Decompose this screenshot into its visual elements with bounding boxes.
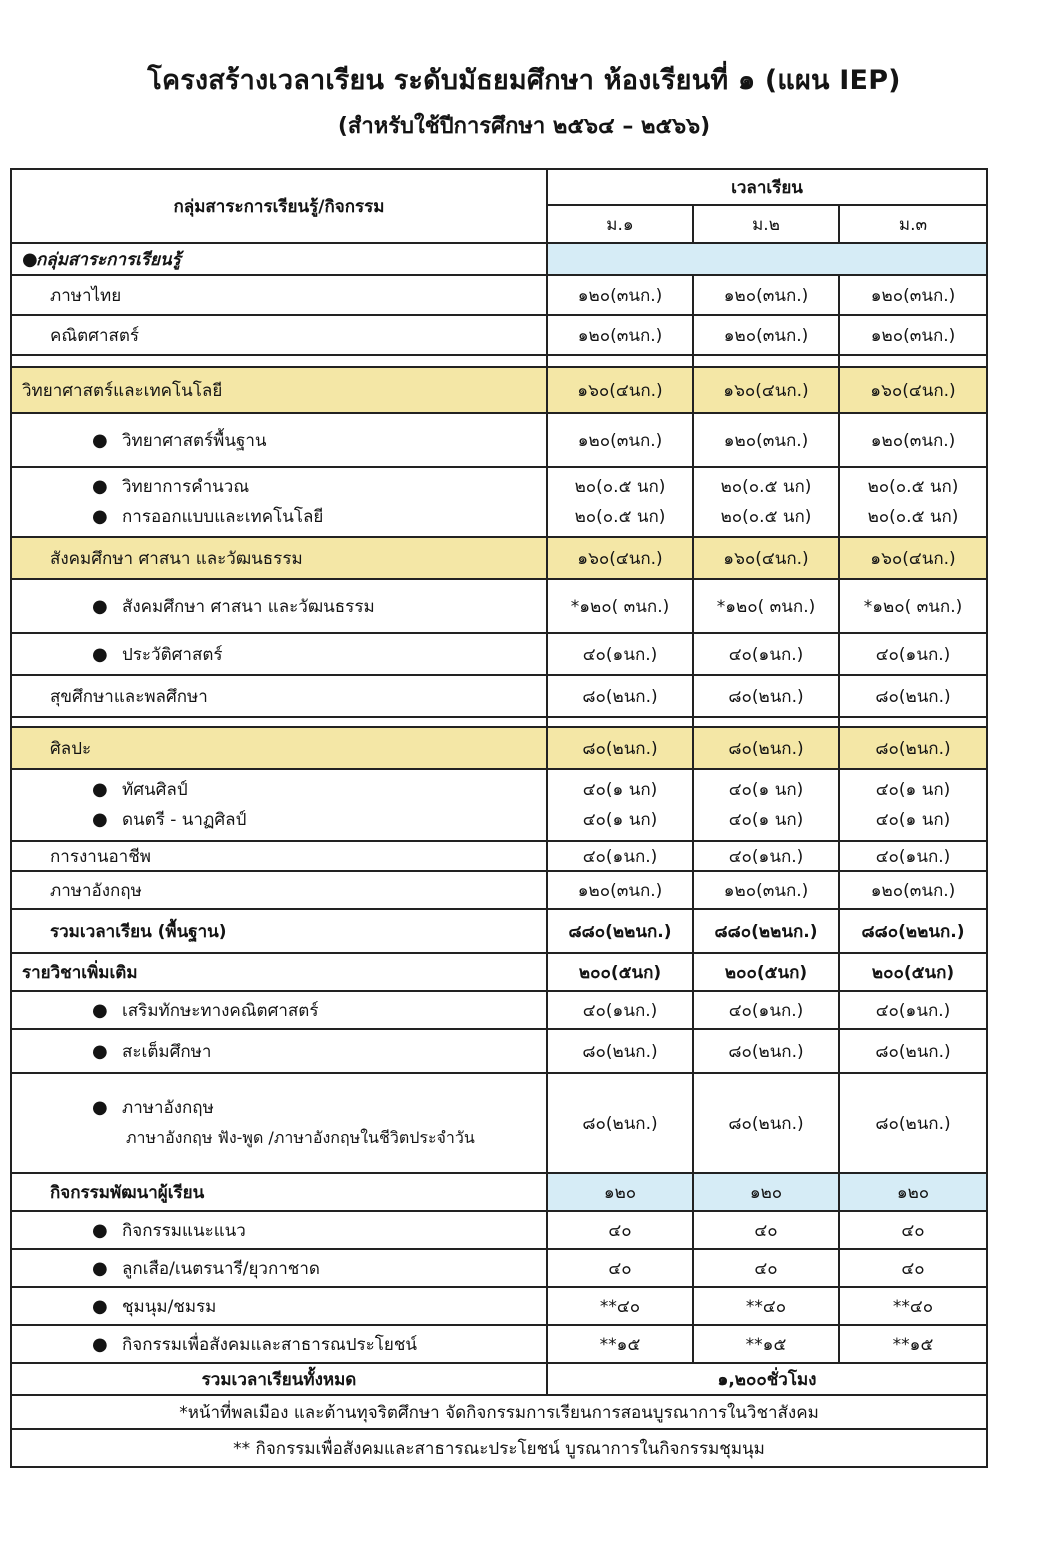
row-label: ภาษาไทย xyxy=(11,275,547,315)
cell-value: ๔๐ xyxy=(547,1249,693,1287)
table-row xyxy=(11,633,987,675)
cell-value: ๑๖๐(๔นก.) xyxy=(839,367,987,413)
table-row xyxy=(11,1211,987,1249)
cell-value: ๘๐(๒นก.) xyxy=(693,1029,839,1073)
table-row xyxy=(11,871,987,909)
row-label: ● ภาษาอังกฤษ ภาษาอังกฤษ ฟัง-พูด /ภาษาอังกฤษในชีวิตประจำวัน xyxy=(11,1073,547,1173)
cell-value: ๑๒๐(๓นก.) xyxy=(839,871,987,909)
row-label: ● วิทยาการคำนวณ ● การออกแบบและเทคโนโลยี xyxy=(11,467,547,537)
cell-value: ๘๐(๒นก.) xyxy=(693,727,839,769)
bullet-icon: ● xyxy=(92,1040,108,1062)
cell-value: *๑๒๐( ๓นก.) xyxy=(839,579,987,633)
page-subtitle: (สำหรับใช้ปีการศึกษา ๒๕๖๔ – ๒๕๖๖) xyxy=(337,114,711,139)
bullet-icon: ● xyxy=(92,1097,108,1118)
bullet-icon: ● xyxy=(92,506,108,527)
grand-total-value: ๑,๒๐๐ชั่วโมง xyxy=(547,1363,987,1395)
cell-value: ๑๒๐(๓นก.) xyxy=(839,315,987,355)
table-row xyxy=(11,413,987,467)
cell-value: ๑๒๐(๓นก.) xyxy=(547,871,693,909)
spacer-row xyxy=(11,717,987,727)
cell-value: ๘๐(๒นก.) xyxy=(839,1073,987,1173)
note-row xyxy=(11,1429,987,1467)
cell-value: ๘๐(๒นก.) xyxy=(839,727,987,769)
bullet-icon: ● xyxy=(92,1257,108,1279)
bullet-icon: ● xyxy=(92,999,108,1021)
cell-value: ๑๒๐ xyxy=(547,1173,693,1211)
row-label: วิทยาศาสตร์และเทคโนโลยี xyxy=(11,367,547,413)
table-row-highlight xyxy=(11,537,987,579)
cell-value: ๔๐(๑ นก) ๔๐(๑ นก) xyxy=(693,769,839,841)
cell-value: ๒๐๐(๕นก) xyxy=(547,953,693,991)
cell-value: **๑๕ xyxy=(547,1325,693,1363)
header-level-3: ม.๓ xyxy=(839,205,987,243)
cell-value: ๑๒๐(๓นก.) xyxy=(693,315,839,355)
schedule-table xyxy=(10,168,988,1468)
table-row-highlight xyxy=(11,367,987,413)
row-label: ศิลปะ xyxy=(11,727,547,769)
cell-value: ๔๐(๑นก.) xyxy=(547,841,693,871)
cell-value: ๔๐ xyxy=(693,1249,839,1287)
cell-value: ๑๒๐ xyxy=(693,1173,839,1211)
row-label: ● กิจกรรมแนะแนว xyxy=(11,1211,547,1249)
cell-value: ๒๐๐(๕นก) xyxy=(839,953,987,991)
cell-value: ๑๖๐(๔นก.) xyxy=(693,367,839,413)
table-row xyxy=(11,769,987,841)
header-level-2: ม.๒ xyxy=(693,205,839,243)
table-row xyxy=(11,675,987,717)
row-label: ● ลูกเสือ/เนตรนารี/ยุวกาชาด xyxy=(11,1249,547,1287)
row-label: ● กิจกรรมเพื่อสังคมและสาธารณประโยชน์ xyxy=(11,1325,547,1363)
section-text: กลุ่มสาระการเรียนรู้ xyxy=(36,249,181,270)
table-row xyxy=(11,1249,987,1287)
cell-value: *๑๒๐( ๓นก.) xyxy=(547,579,693,633)
table-row xyxy=(11,275,987,315)
cell-value: ๔๐(๑นก.) xyxy=(547,633,693,675)
cell-value: ๑๒๐(๓นก.) xyxy=(693,275,839,315)
table-row-subtotal xyxy=(11,953,987,991)
table-row-highlight xyxy=(11,727,987,769)
row-label: ● ทัศนศิลป์ ● ดนตรี - นาฏศิลป์ xyxy=(11,769,547,841)
header-row xyxy=(11,169,987,205)
cell-value: ๔๐(๑นก.) xyxy=(839,991,987,1029)
cell-value: ๘๐(๒นก.) xyxy=(547,1073,693,1173)
cell-value: *๑๒๐( ๓นก.) xyxy=(693,579,839,633)
table-row-subtotal xyxy=(11,909,987,953)
bullet-icon: ● xyxy=(92,476,108,497)
row-label: กิจกรรมพัฒนาผู้เรียน xyxy=(11,1173,547,1211)
cell-value: ๔๐(๑นก.) xyxy=(547,991,693,1029)
row-label: รวมเวลาเรียน (พื้นฐาน) xyxy=(11,909,547,953)
bullet-icon: ● xyxy=(92,809,108,830)
bullet-icon: ● xyxy=(22,248,38,270)
cell-value: ๔๐(๑นก.) xyxy=(839,841,987,871)
cell-value: ๔๐(๑ นก) ๔๐(๑ นก) xyxy=(839,769,987,841)
cell-value: ๑๒๐(๓นก.) xyxy=(547,413,693,467)
cell-value: ๘๘๐(๒๒นก.) xyxy=(693,909,839,953)
cell-value: ๑๒๐(๓นก.) xyxy=(839,413,987,467)
bullet-icon: ● xyxy=(92,429,108,451)
table-row xyxy=(11,467,987,537)
row-label: ● ประวัติศาสตร์ xyxy=(11,633,547,675)
cell-value: **๔๐ xyxy=(693,1287,839,1325)
table-row xyxy=(11,579,987,633)
row-label: ● วิทยาศาสตร์พื้นฐาน xyxy=(11,413,547,467)
table-row-activities xyxy=(11,1173,987,1211)
cell-value: ๑๖๐(๔นก.) xyxy=(547,537,693,579)
cell-value: ๘๐(๒นก.) xyxy=(547,727,693,769)
table-row xyxy=(11,841,987,871)
header-level-1: ม.๑ xyxy=(547,205,693,243)
cell-value: ๔๐(๑นก.) xyxy=(693,991,839,1029)
table-row xyxy=(11,1325,987,1363)
bullet-icon: ● xyxy=(92,779,108,800)
footnote-2: ** กิจกรรมเพื่อสังคมและสาธารณะประโยชน์ บูรณาการในกิจกรรมชุมนุม xyxy=(11,1429,987,1467)
cell-value: ๔๐ xyxy=(547,1211,693,1249)
cell-value: ๒๐(๐.๕ นก) ๒๐(๐.๕ นก) xyxy=(547,467,693,537)
table-row xyxy=(11,1029,987,1073)
bullet-icon: ● xyxy=(92,643,108,665)
cell-value: ๘๐(๒นก.) xyxy=(547,675,693,717)
row-label: ภาษาอังกฤษ xyxy=(11,871,547,909)
cell-value: ๑๒๐(๓นก.) xyxy=(547,275,693,315)
cell-value: **๑๕ xyxy=(839,1325,987,1363)
cell-value: ๑๒๐ xyxy=(839,1173,987,1211)
cell-value: **๔๐ xyxy=(547,1287,693,1325)
cell-value: ๔๐ xyxy=(693,1211,839,1249)
cell-value: ๑๖๐(๔นก.) xyxy=(547,367,693,413)
spacer-row xyxy=(11,355,987,367)
cell-value: **๔๐ xyxy=(839,1287,987,1325)
section-label xyxy=(11,243,547,275)
cell-value: ๔๐(๑นก.) xyxy=(693,633,839,675)
cell-value: ๑๒๐(๓นก.) xyxy=(693,413,839,467)
row-label: การงานอาชีพ xyxy=(11,841,547,871)
cell-value: ๔๐ xyxy=(839,1249,987,1287)
table-row xyxy=(11,991,987,1029)
section-blank xyxy=(547,243,987,275)
note-row xyxy=(11,1395,987,1429)
row-label: ● สะเต็มศึกษา xyxy=(11,1029,547,1073)
cell-value: ๘๐(๒นก.) xyxy=(547,1029,693,1073)
table-row xyxy=(11,1287,987,1325)
row-label: สังคมศึกษา ศาสนา และวัฒนธรรม xyxy=(11,537,547,579)
table-row xyxy=(11,1073,987,1173)
bullet-icon: ● xyxy=(92,1333,108,1355)
row-label: ● สังคมศึกษา ศาสนา และวัฒนธรรม xyxy=(11,579,547,633)
bullet-icon: ● xyxy=(92,1295,108,1317)
cell-value: ๘๐(๒นก.) xyxy=(693,675,839,717)
bullet-icon: ● xyxy=(92,1219,108,1241)
cell-value: ๑๖๐(๔นก.) xyxy=(839,537,987,579)
cell-value: ๒๐(๐.๕ นก) ๒๐(๐.๕ นก) xyxy=(693,467,839,537)
cell-value: ๑๒๐(๓นก.) xyxy=(547,315,693,355)
footnote-1: *หน้าที่พลเมือง และต้านทุจริตศึกษา จัดกิจกรรมการเรียนการสอนบูรณาการในวิชาสังคม xyxy=(11,1395,987,1429)
cell-value: ๔๐(๑ นก) ๔๐(๑ นก) xyxy=(547,769,693,841)
cell-value: ๑๒๐(๓นก.) xyxy=(693,871,839,909)
cell-value: ๘๘๐(๒๒นก.) xyxy=(839,909,987,953)
cell-value: ๘๐(๒นก.) xyxy=(839,1029,987,1073)
cell-value: ๘๘๐(๒๒นก.) xyxy=(547,909,693,953)
cell-value: ๑๒๐(๓นก.) xyxy=(839,275,987,315)
cell-value: ๔๐ xyxy=(839,1211,987,1249)
grand-total-label: รวมเวลาเรียนทั้งหมด xyxy=(11,1363,547,1395)
cell-value: ๔๐(๑นก.) xyxy=(839,633,987,675)
cell-value: **๑๕ xyxy=(693,1325,839,1363)
bullet-icon: ● xyxy=(92,595,108,617)
section-row xyxy=(11,243,987,275)
header-subject: กลุ่มสาระการเรียนรู้/กิจกรรม xyxy=(11,169,547,243)
cell-value: ๘๐(๒นก.) xyxy=(839,675,987,717)
grand-total-row xyxy=(11,1363,987,1395)
row-label: รายวิชาเพิ่มเติม xyxy=(11,953,547,991)
row-label: ● ชุมนุม/ชมรม xyxy=(11,1287,547,1325)
cell-value: ๘๐(๒นก.) xyxy=(693,1073,839,1173)
page-title: โครงสร้างเวลาเรียน ระดับมัธยมศึกษา ห้องเรียนที่ ๑ (แผน IEP) xyxy=(147,65,901,96)
row-label: คณิตศาสตร์ xyxy=(11,315,547,355)
table-row xyxy=(11,315,987,355)
cell-value: ๒๐๐(๕นก) xyxy=(693,953,839,991)
row-label: สุขศึกษาและพลศึกษา xyxy=(11,675,547,717)
header-time: เวลาเรียน xyxy=(547,169,987,205)
row-label: ● เสริมทักษะทางคณิตศาสตร์ xyxy=(11,991,547,1029)
cell-value: ๔๐(๑นก.) xyxy=(693,841,839,871)
cell-value: ๒๐(๐.๕ นก) ๒๐(๐.๕ นก) xyxy=(839,467,987,537)
cell-value: ๑๖๐(๔นก.) xyxy=(693,537,839,579)
